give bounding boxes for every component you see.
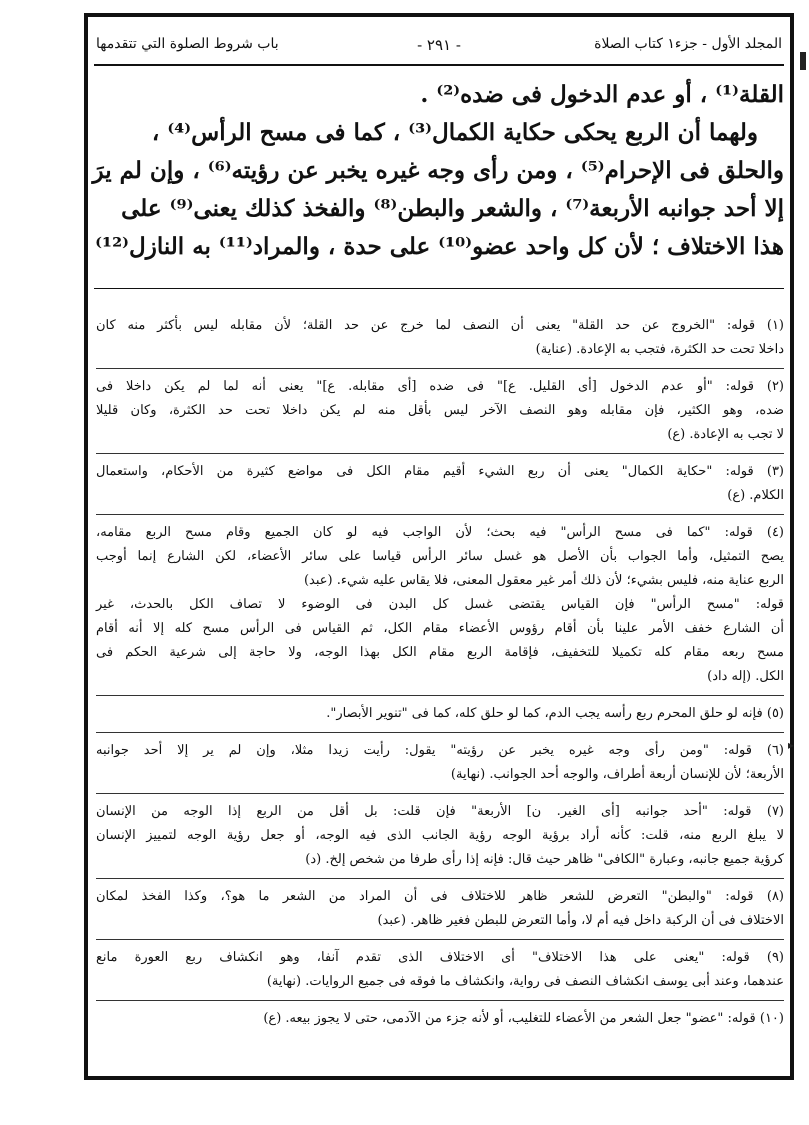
footnote-line: (٢) قوله: "أو عدم الدخول [أى القليل. ع]" فى ضده [أى مقابله. ع]" يعنى أنه لما لم يكن داخلا فى (96, 379, 784, 394)
footnote-line: لا تجب به الإعادة. (ع) (667, 427, 784, 442)
footnote-line: الاختلاف فى أن الركبة داخل فيه أم لا، وأما التعرض للبطن فغير ظاهر. (عبد) (377, 913, 784, 928)
footnote-1 (96, 314, 784, 369)
footnote-line: (٥) فإنه لو حلق المحرم ربع رأسه يجب الدم، كما لو حلق كله، كما فى "تنوير الأبصار". (326, 706, 784, 721)
footnote-line: الكل. (إله داد) (707, 669, 784, 684)
main-text-line: والحلق فى الإحرام⁽⁵⁾ ، ومن رأى وجه غيره يخبر عن رؤيته⁽⁶⁾ ، وإن لم يرَ (92, 157, 784, 184)
footnotes (96, 314, 784, 1043)
footnote-line: (٣) قوله: "حكاية الكمال" يعنى أن ربع الشيء أقيم مقام الكل فى مواضع كثيرة من الأحكام، واستعمال (96, 464, 784, 479)
header-volume-title: المجلد الأول - جزء١ كتاب الصلاة (594, 36, 782, 52)
footnote-line: (٧) قوله: "أحد جوانبه [أى الغير. ن] الأربعة" فإن قلت: بل أقل من الربع إذا الوجه من الإنسان (96, 804, 784, 819)
footnote-10 (96, 1007, 784, 1037)
footnote-line: ضده، وهو الكثير، فإن مقابله وهو النصف الآخر ليس بأقل منه لم يكن داخلا تحت حد الكثرة، وكان قليلا (96, 403, 784, 418)
margin-mark-icon: ▸ (788, 738, 795, 752)
footnote-line: (٩) قوله: "يعنى على هذا الاختلاف" أى الاختلاف الذى تقدم آنفا، وهو انكشاف ربع العورة مانع (96, 950, 784, 965)
footnote-line: الكلام. (ع) (727, 488, 784, 503)
footnote-line: لا يبلغ الربع منه، قلت: كأنه أراد برؤية الوجه رؤية الجانب الذى فيه الوجه، أو جعل رؤية الوجه لتمييز الإنسان (96, 828, 785, 843)
footnote-8 (96, 885, 784, 940)
header-chapter-title: باب شروط الصلوة التي تتقدمها (96, 36, 279, 52)
footnote-line: يصح التمثيل، وأما الجواب بأن الأصل هو غسل سائر الرأس قياسا على سائر الأعضاء، لكن الشارع إنما أوجب (96, 549, 784, 564)
footnote-line: قوله: "مسح الرأس" فإن القياس يقتضى غسل كل البدن فى الوضوء لا تصاف الكل بالحدث، غير (96, 597, 784, 612)
footnote-line: الربع عناية منه، فليس بشيء؛ لأن ذلك أمر غير معقول المعنى، فلا يقاس عليه شيء. (عبد) (303, 573, 784, 588)
footnote-line: الأربعة؛ لأن للإنسان أربعة أطراف، والوجه أحد الجوانب. (نهاية) (450, 767, 784, 782)
footnote-line: عندهما، وعند أبى يوسف انكشاف النصف فى رواية، وانكشاف ما فوقه فى جميع الروايات. (نهاية) (266, 974, 784, 989)
footnote-line: داخلا تحت حد الكثرة، فتجب به الإعادة. (عناية) (535, 342, 784, 357)
footnote-2 (96, 375, 784, 454)
scan-edge-mark (800, 52, 806, 70)
footnote-3 (96, 460, 784, 515)
footnote-line: (٦) قوله: "ومن رأى وجه غيره يخبر عن رؤيته" يقول: رأيت زيدا مثلا، وإن لم ير إلا أحد جوانبه (96, 743, 784, 758)
footnote-line: (٨) قوله: "والبطن" التعرض للشعر ظاهر للاختلاف فى أن المراد من الشعر ما هو؟، وكذا الفخذ لمكان (96, 889, 784, 904)
footnote-line: (١) قوله: "الخروج عن حد القلة" يعنى أن النصف لما خرج عن حد القلة؛ لأن مقابله ليس بأكثر منه كان (96, 318, 784, 333)
main-text-line: ولهما أن الربع يحكى حكاية الكمال⁽³⁾ ، كما فى مسح الرأس⁽⁴⁾ ، (151, 119, 758, 146)
main-text-line: القلة⁽¹⁾ ، أو عدم الدخول فى ضده⁽²⁾ . (420, 81, 784, 108)
footnote-line: مسح ربعه مقام كله تكميلا للتخفيف، فإقامة الربع مقام الكل بهذا الوجه، ولا حاجة إلى شرعية الحكم فى (96, 645, 784, 660)
footnote-line: كرؤية جميع جانبه، وعبارة "الكافى" ظاهر حيث قال: فإنه إذا رأى طرفا من شخص إلخ. (د) (305, 852, 784, 867)
footnote-line: (١٠) قوله: "عضو" جعل الشعر من الأعضاء للتغليب، أو لأنه جزء من الآدمى، حتى لا يجوز بيعه. (ع) (263, 1011, 784, 1026)
footnote-9 (96, 946, 784, 1001)
footnote-7 (96, 800, 784, 879)
footnote-6 (96, 739, 784, 794)
footnote-line: أن الشارع خفف الأمر علينا بأن أقام رؤوس الأعضاء مقام الكل، ثم القياس فى الرأس مسح كله إلا أنه أقام (96, 621, 784, 636)
main-text-line: إلا أحد جوانبه الأربعة⁽⁷⁾ ، والشعر والبطن⁽⁸⁾ والفخذ كذلك يعنى⁽⁹⁾ على (121, 195, 784, 222)
footnote-5 (96, 702, 784, 733)
footnote-separator (94, 288, 784, 289)
footnote-4 (96, 521, 784, 696)
main-text-line: هذا الاختلاف ؛ لأن كل واحد عضو⁽¹⁰⁾ على حدة ، والمراد⁽¹¹⁾ به النازل⁽¹²⁾ (95, 233, 784, 260)
header-rule (94, 64, 784, 66)
page-number: - ٢٩١ - (417, 36, 461, 54)
page-header (96, 36, 782, 60)
main-text (92, 76, 784, 266)
footnote-line: (٤) قوله: "كما فى مسح الرأس" فيه بحث؛ لأن الواجب فيه لو كان الجميع وقام مسح الربع مقامه، (96, 525, 784, 540)
